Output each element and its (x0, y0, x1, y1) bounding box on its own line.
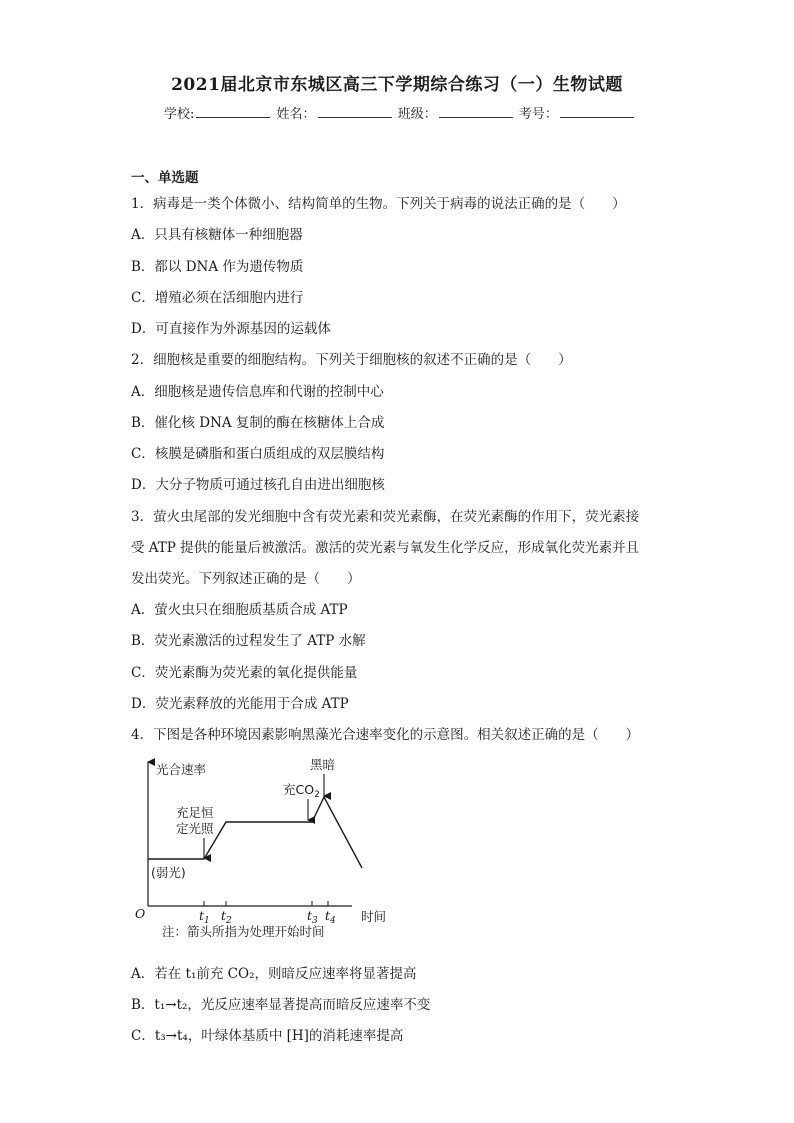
question-4-stem: 4．下图是各种环境因素影响黑藻光合速率变化的示意图。相关叙述正确的是（ ） (131, 727, 640, 743)
q4-option-c: C．t₃→t₄，叶绿体基质中 [H]的消耗速率提高 (131, 1028, 404, 1044)
student-info-row (164, 103, 636, 122)
q3-option-a: A．萤火虫只在细胞质基质合成 ATP (131, 602, 348, 618)
q3-option-c: C．荧光素酶为荧光素的氧化提供能量 (131, 665, 358, 681)
question-3-stem-line-3: 发出荧光。下列叙述正确的是（ ） (131, 571, 361, 587)
class-label: 班级： (397, 107, 437, 122)
question-2-stem: 2．细胞核是重要的细胞结构。下列关于细胞核的叙述不正确的是（ ） (131, 352, 572, 368)
section-heading: 一、单选题 (131, 170, 199, 186)
q3-option-d: D．荧光素释放的光能用于合成 ATP (131, 696, 349, 712)
tick-label-t2: $t_2$ (221, 908, 232, 926)
q2-option-a: A．细胞核是遗传信息库和代谢的控制中心 (131, 384, 384, 400)
tick-label-t4: $t_4$ (325, 908, 336, 926)
school-blank (196, 105, 270, 118)
q1-option-c: C．增殖必须在活细胞内进行 (131, 290, 304, 306)
question-1-stem: 1．病毒是一类个体微小、结构简单的生物。下列关于病毒的说法正确的是（ ） (131, 196, 626, 212)
photosynthesis-rate-figure (126, 752, 406, 944)
q4-option-a: A．若在 t₁前充 CO₂，则暗反应速率将显著提高 (131, 966, 417, 982)
question-3-stem-line-1: 3．萤火虫尾部的发光细胞中含有荧光素和荧光素酶，在荧光素酶的作用下，荧光素接 (131, 509, 640, 525)
q2-option-d: D．大分子物质可通过核孔自由进出细胞核 (131, 477, 385, 493)
tick-label-t1: $t_1$ (199, 908, 210, 926)
full-light-label-1: 充足恒 (176, 805, 214, 820)
q4-option-b: B．t₁→t₂，光反应速率显著提高而暗反应速率不变 (131, 997, 431, 1013)
page-title: 2021届北京市东城区高三下学期综合练习（一）生物试题 (171, 75, 623, 95)
dark-label: 黑暗 (310, 757, 336, 772)
figure-note: 注：箭头所指为处理开始时间 (162, 924, 325, 939)
origin-label: O (135, 906, 146, 921)
number-blank (560, 105, 634, 118)
co2-label: 充$CO_2$ (283, 782, 320, 800)
q1-option-a: A．只具有核糖体一种细胞器 (131, 227, 303, 243)
name-label: 姓名： (276, 107, 316, 122)
class-blank (439, 105, 513, 118)
tick-label-t3: $t_3$ (307, 908, 318, 926)
full-light-label-2: 定光照 (176, 821, 214, 836)
question-3-stem-line-2: 受 ATP 提供的能量后被激活。激活的荧光素与氧发生化学反应，形成氧化荧光素并且 (131, 540, 640, 556)
y-axis-label: 光合速率 (156, 762, 207, 777)
q3-option-b: B．荧光素激活的过程发生了 ATP 水解 (131, 633, 366, 649)
x-axis-label: 时间 (361, 909, 387, 924)
school-label: 学校: (164, 107, 195, 122)
q1-option-d: D．可直接作为外源基因的运载体 (131, 321, 331, 337)
number-label: 考号： (518, 107, 558, 122)
name-blank (318, 105, 392, 118)
q2-option-c: C．核膜是磷脂和蛋白质组成的双层膜结构 (131, 446, 385, 462)
q2-option-b: B．催化核 DNA 复制的酶在核糖体上合成 (131, 415, 385, 431)
weak-light-label: (弱光) (151, 865, 186, 880)
q1-option-b: B．都以 DNA 作为遗传物质 (131, 259, 304, 275)
